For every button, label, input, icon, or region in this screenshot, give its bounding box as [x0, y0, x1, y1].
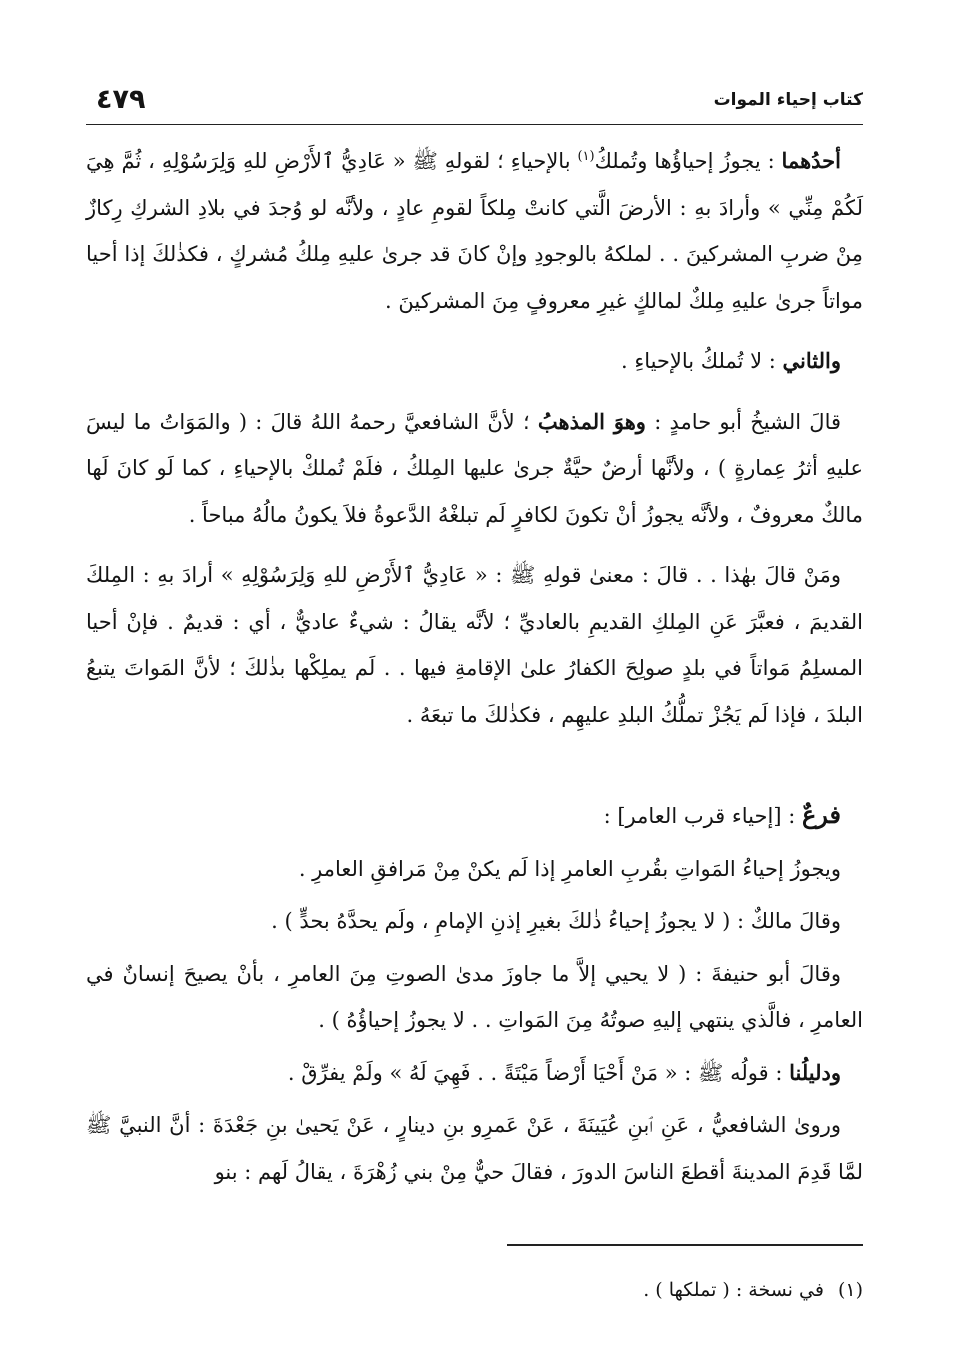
paragraph-first-opinion	[86, 138, 863, 324]
paragraph-abu-hanifa: وقالَ أبو حنيفةَ : ( لا يحيي إلاَّ ما جاوزَ مدىٰ الصوتِ مِنَ العامرِ ، بأنْ يصيحَ إنسانٌ في العامرِ ، فالَّذي ينتهي إليهِ صوتُهُ مِنَ المَواتِ . . لا يجوزُ إحياؤُهُ ) .	[86, 961, 863, 1032]
paragraph-abu-hamid	[86, 399, 863, 539]
second-opinion-text: : لا تُملكُ بالإحياءِ .	[620, 349, 783, 373]
footnote-divider	[507, 1244, 863, 1246]
running-header	[86, 82, 863, 125]
paragraph-shafii-narration: وروىٰ الشافعيُّ ، عَنِ ٱبنِ عُيَينَةَ ، عَنْ عَمرِو بنِ دينارٍ ، عَنْ يَحيىٰ بنِ جَعْدَةَ : أنَّ النبيَّ ﷺ لمَّا قَدِمَ المدينةَ أقطعَ الناسَ الدورَ ، فقالَ حيٌّ مِنْ بني زُهْرَةَ ، يقالُ لَهم : بنو	[86, 1113, 863, 1184]
second-opinion-lead: والثاني	[782, 348, 841, 373]
branch-title: : [إحياء قرب العامر] :	[603, 804, 802, 828]
paragraph-our-evidence	[86, 1050, 863, 1097]
section-gap	[86, 752, 863, 792]
paragraph-malik: وقالَ مالكٌ : ( لا يجوزُ إحياءُ ذٰلكَ بغيرِ إذنِ الإمامِ ، ولَم يحدَّهُ بحدٍّ ) .	[271, 909, 841, 933]
footnote-number: (١)	[837, 1279, 863, 1301]
paragraph-near-cultivated: ويجوزُ إحياءُ المَواتِ بقُربِ العامرِ إذا لَم يكنْ مِنْ مَرافقِ العامرِ .	[298, 856, 841, 881]
evidence-lead: ودليلُنا	[789, 1059, 841, 1085]
madhhab-phrase: وهوَ المذهبُ	[537, 408, 646, 434]
first-opinion-text-b: بالإحياءِ ؛ لقولهِ ﷺ « عَادِيُّ ٱلأَرْضِ للهِ وَلِرَسُوْلِهِ ، ثُمَّ هِيَ لَكُمْ مِنِّي » وأرادَ بهِ : الأرضَ الَّتي كانتْ مِلكاً لقومِ عادٍ ، ولأنَّه لو وُجدَ في بلادِ الشركِ رِكازٌ مِنْ ضربِ المشركينَ . . لملكهُ بالوجودِ وإنْ كانَ قد جرىٰ عليهِ مِلكُ مُشركٍ ، فكذٰلكَ إذا أحيا مواتاً جرىٰ عليهِ مِلكٌ لمالكٍ غيرِ معروفٍ مِنَ المشركينَ .	[86, 149, 863, 313]
page-number: ٤٧٩	[96, 84, 146, 115]
main-text	[86, 138, 863, 1209]
running-title: كتاب إحياء الموات	[713, 90, 863, 110]
branch-label: فرعٌ	[801, 800, 841, 829]
paragraph-second-opinion	[86, 338, 863, 385]
footnote-reference[interactable]: (١)	[577, 149, 595, 164]
footnote	[86, 1276, 863, 1304]
evidence-text: : قولُه ﷺ : « مَنْ أَحْيَا أَرْضاً مَيْتَةً . . فَهِيَ لَهُ » ولَمْ يفرِّقْ .	[287, 1060, 790, 1085]
first-opinion-text-a: : يجوزُ إحياؤُها وتُملكُ	[594, 149, 782, 173]
footnote-text: في نسخة : ( تملكها ) .	[643, 1279, 824, 1301]
branch-heading	[86, 792, 863, 840]
paragraph-meaning-of-hadith: ومَنْ قالَ بهٰذا . . قالَ : معنىٰ قولهِ ﷺ : « عَادِيُّ ٱلأَرْضِ للهِ وَلِرَسُوْلِهِ » أرادَ بهِ : المِلكَ القديمَ ، فعبَّرَ عَنِ المِلكِ القديمِ بالعاديِّ ؛ لأنَّه يقالُ : شيءٌ عاديٌّ ، أي : قديمٌ . فإنْ أحيا المسلِمُ مَواتاً في بلدٍ صولِحَ الكفارُ علىٰ الإقامةِ فيها . . لَم يملِكْها بذٰلكَ ؛ لأنَّ المَواتَ يتبعُ البلدَ ، فإذا لَم يَجُزْ تملُّكُ البلدِ عليهِم ، فكذٰلكَ ما تبعَهُ .	[86, 563, 863, 727]
abu-hamid-text-b: ؛ لأنَّ الشافعيَّ رحمهُ اللهُ قالَ : ( والمَوَاتُ ما ليسَ عليهِ أثرُ عِمارةٍ ) ، ولأنَّها أرضٌ حيَّةٌ جرىٰ عليها المِلكُ ، فلَمْ تُملكْ بالإحياءِ ، كما لَو كانَ لَها مالكٌ معروفٌ ، ولأنَّه يجوزُ أنْ تكونَ لكافرٍ لَم تبلغْهُ الدَّعوةُ فلاَ يكونُ مالُهُ مباحاً .	[86, 409, 863, 527]
abu-hamid-text-a: قالَ الشيخُ أبو حامدٍ :	[645, 409, 842, 434]
first-opinion-lead: أحدُهما	[781, 148, 841, 173]
